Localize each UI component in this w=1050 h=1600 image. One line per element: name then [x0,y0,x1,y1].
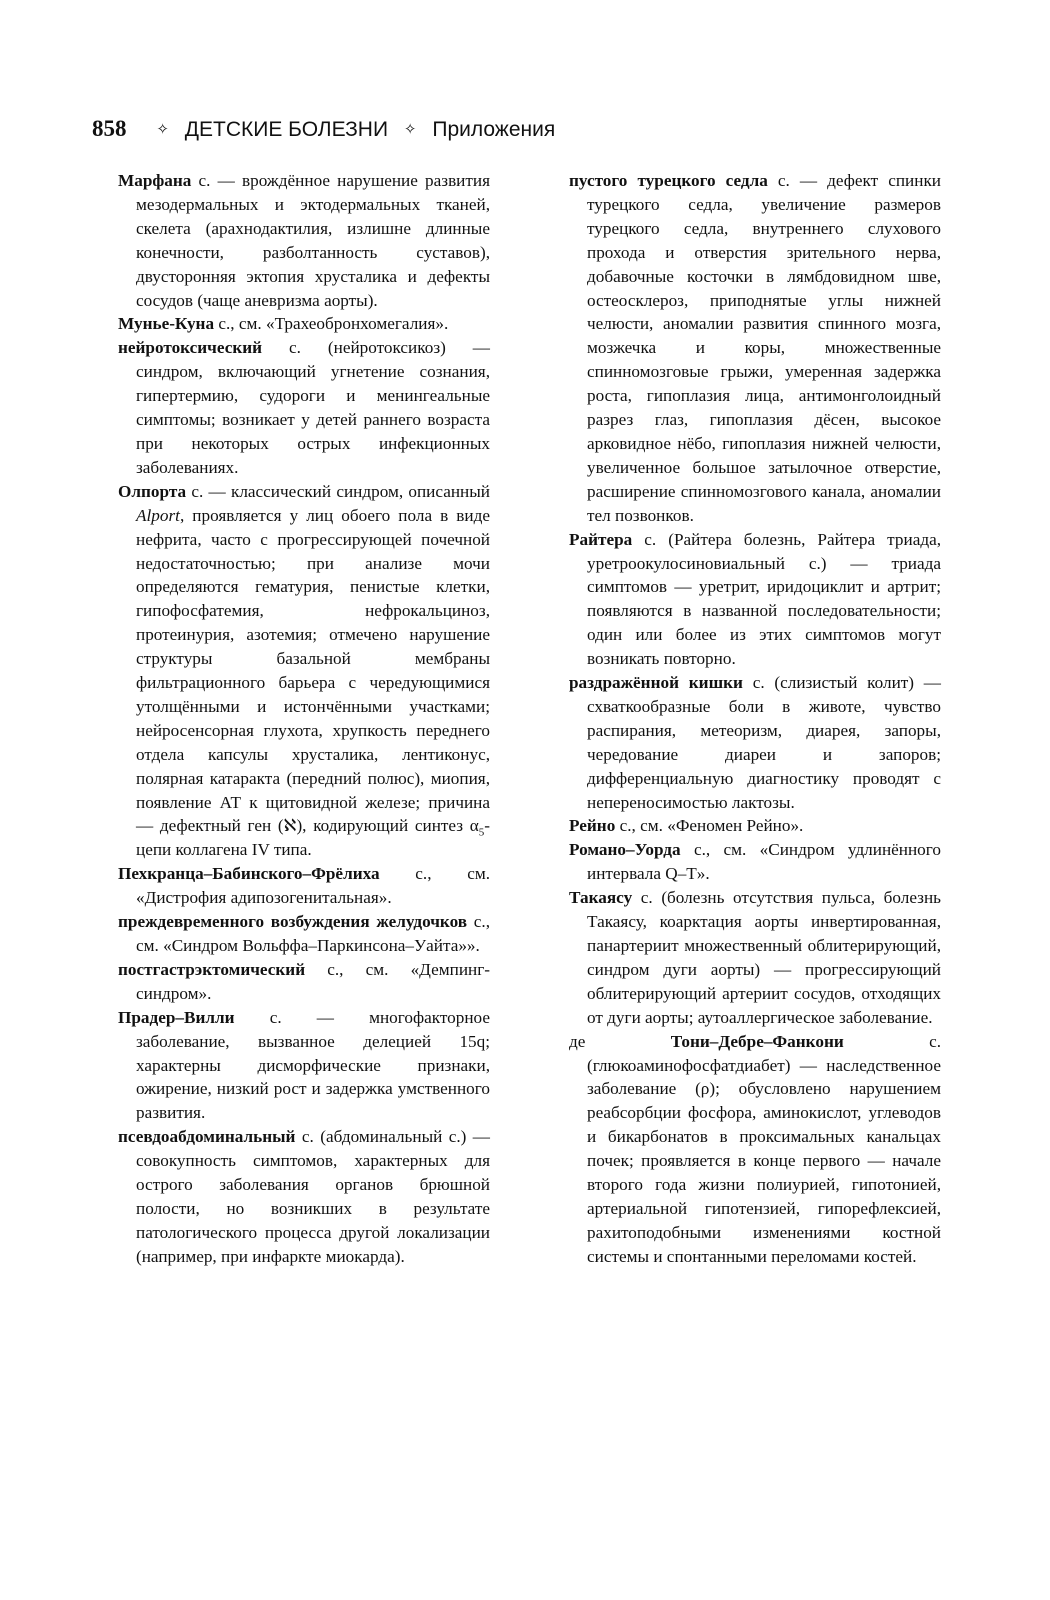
entry-postgastrectomy [118,958,490,1006]
entry-term: Прадер–Вилли [118,1007,235,1027]
entry-reiter [569,528,941,671]
entry-alport [118,480,490,863]
entry-munier-kuhn [118,312,490,336]
entry-text: с. (абдоминальный с.) — совокупность симптомов, характерных для острого заболевания органов брюшной полости, но возникших в результате патологического процесса другой локализации (например, при инфаркте миокарда). [136,1127,490,1266]
diamond-separator-icon: ✧ [403,121,417,138]
entry-text: с., см. «Дистрофия адипозогенитальная». [136,864,490,908]
entry-de-toni [569,1030,941,1269]
entry-text: с. (нейротоксикоз) — синдром, включающий угнетение сознания, гипертермию, судороги и менингеальные симптомы; возникает у детей раннего возраста при некоторых острых инфекционных заболеваниях. [136,338,490,477]
entry-text: с. — врождённое нарушение развития мезодермальных и эктодермальных тканей, скелета (арахнодактилия, излишне длинные конечности, разболтанность суставов), двусторонняя эктопия хрусталика и дефекты сосудов (чаще аневризма аорты). [136,171,490,310]
entry-text: с. (глюкоаминофосфатдиабет) — наследственное заболевание (ρ); обусловлено нарушением реабсорбции фосфора, аминокислот, углеводов и бикарбонатов в проксимальных канальцах почек; проявляется в конце первого — начале второго года жизни полиурией, гипотонией, артериальной гипотензией, гипорефлексией, рахитоподобными изменениями костной системы и спонтанными переломами костей. [587,1031,941,1266]
entry-raynaud [569,814,941,838]
entry-term: Олпорта [118,481,187,501]
entry-text: -цепи коллагена IV типа. [136,816,490,860]
diamond-separator-icon: ✧ [156,121,169,138]
page-header [92,116,972,150]
entry-text: с. — многофакторное заболевание, вызванное делецией 15q; характерны дисморфические признаки, ожирение, низкий рост и задержка умственного развития. [136,1007,490,1123]
entry-term: Мунье-Куна [118,314,215,334]
entry-italic-name: Alport [136,505,180,525]
entry-term: Рейно [569,816,616,836]
entry-text: с. (Райтера болезнь, Райтера триада, уретроокулосиновиальный с.) — триада симптомов — уретрит, иридоциклит и артрит; появляются в названной последовательности; один или более из этих симптомов могут возникать повторно. [587,529,941,669]
entry-term: раздражённой кишки [569,673,743,693]
entry-premature-excitation [118,910,490,958]
entry-marfan [118,169,490,312]
entry-takayasu [569,886,941,1029]
entry-text: с., см. «Синдром удлинённого интервала Q–T». [587,840,941,884]
entry-term: Марфана [118,171,192,190]
entry-text: с. (слизистый колит) — схваткообразные боли в животе, чувство распирания, метеоризм, диарея, запоры, чередование диареи и запоров; дифференциальную диагностику проводят с непереносимостью лактозы. [587,673,941,812]
entry-text: с. — классический синдром, описанный [186,481,490,501]
section-title: Приложения [432,118,556,141]
entry-term: преждевременного возбуждения желудочков [118,912,468,932]
entry-prefix: де [569,1031,671,1051]
entry-term: Тони–Дебре–Фанкони [670,1031,844,1051]
right-column [569,169,941,1269]
subscript: 5 [478,826,485,839]
entry-term: псевдоабдоминальный [118,1127,296,1147]
entry-text: с. — дефект спинки турецкого седла, увеличение размеров турецкого седла, внутреннего слухового прохода и отверстия зрительного нерва, добавочные косточки в лямбдовидном шве, остеосклероз, приподнятые углы нижней челюсти, аномалии развития спинного мозга, мозжечка и коры, множественные спинномозговые грыжи, умеренная задержка роста, гипоплазия лица, антимонголоидный разрез глаз, гипоплазия дёсен, высокое арковидное нёбо, гипоплазия нижней челюсти, увеличенное большое затылочное отверстие, расширение спинномозгового канала, аномалии тел позвонков. [587,171,941,525]
entry-empty-sella [569,169,941,528]
entry-text: с. (болезнь отсутствия пульса, болезнь Такаясу, коарктация аорты инвертированная, панартериит множественный облитерирующий, синдром дуги аорты) — прогрессирующий облитерирующий артериит сосудов, отходящих от дуги аорты; аутоаллергическое заболевание. [587,888,941,1027]
entry-text: , проявляется у лиц обоего пола в виде нефрита, часто с прогрессирующей почечной недостаточностью; при анализе мочи определяются гематурия, пенистые клетки, гипофосфатемия, нефрокальциноз, протеинурия, азотемия; отмечено нарушение структуры базальной мембраны фильтрационного барьера с чередующимися утолщёнными и истончёнными участками; нейросенсорная глухота, хрупкость переднего отдела капсулы хрусталика, лентиконус, полярная катаракта (передний полюс), миопия, появление АТ к щитовидной железе; причина — дефектный ген (ℵ), кодирующий синтез α [136,505,490,836]
entry-romano-ward [569,838,941,886]
entry-irritable-bowel [569,671,941,814]
entry-text: с., см. «Трахеобронхомегалия». [214,314,449,334]
page-number: 858 [92,116,127,141]
entry-text: с., см. «Синдром Вольффа–Паркинсона–Уайта»». [136,912,490,955]
left-column [118,169,490,1269]
entry-term: Райтера [569,529,633,549]
book-title: ДЕТСКИЕ БОЛЕЗНИ [184,118,389,141]
entry-term: Пехкранца–Бабинского–Фрёлиха [118,864,380,884]
entry-pseudoabdominal [118,1125,490,1268]
entry-neurotoxic [118,336,490,479]
entry-term: Романо–Уорда [569,840,681,860]
entry-text: с., см. «Феномен Рейно». [615,816,804,836]
entry-term: Такаясу [569,888,633,908]
entry-term: нейротоксический [118,338,263,358]
entry-term: постгастрэктомический [118,959,306,979]
entry-pechkranz [118,862,490,910]
entry-text: с., см. «Демпинг-синдром». [136,959,490,1003]
entry-prader-willi [118,1006,490,1126]
entry-term: пустого турецкого седла [569,171,768,190]
